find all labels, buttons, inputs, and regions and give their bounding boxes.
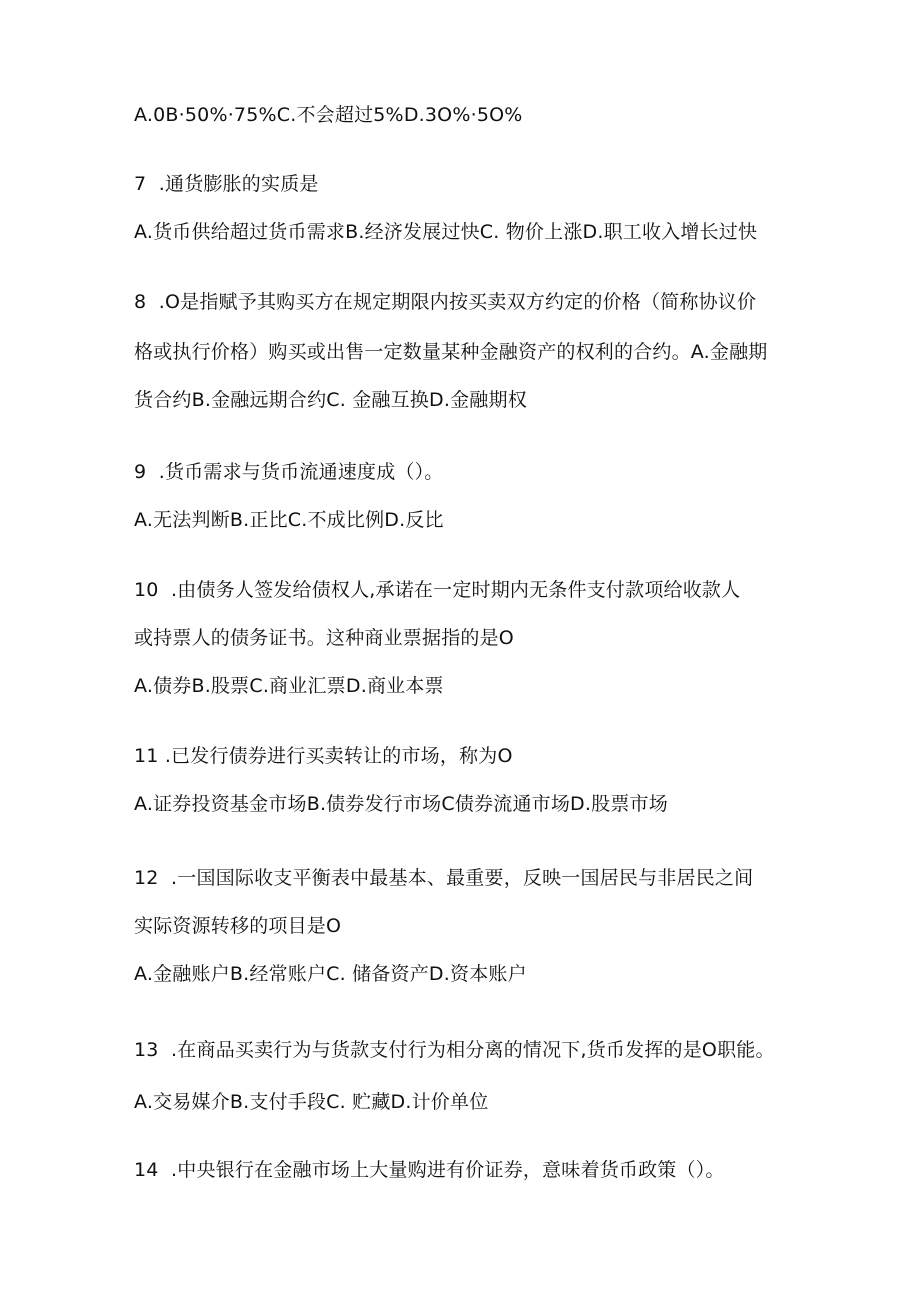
q9-options: A.无法判断B.正比C.不成比例D.反比 [134, 509, 444, 531]
q12-options: A.金融账户B.经常账户C. 储备资产D.资本账户 [134, 963, 527, 985]
q8-options: 货合约B.金融远期合约C. 金融互换D.金融期权 [134, 389, 527, 411]
q12-question-line2: 实际资源转移的项目是O [134, 915, 342, 937]
q7-question: 7 .通货膨胀的实质是 [134, 173, 319, 195]
q13-question: 13 .在商品买卖行为与货款支付行为相分离的情况下,货币发挥的是O职能。 [134, 1039, 775, 1061]
q10-options: A.债券B.股票C.商业汇票D.商业本票 [134, 675, 444, 697]
q8-question-line1: 8 .O是指赋予其购买方在规定期限内按买卖双方约定的价格（简称协议价 [134, 291, 757, 313]
q12-question-line1: 12 .一国国际收支平衡表中最基本、最重要，反映一国居民与非居民之间 [134, 867, 754, 889]
q7-options: A.货币供给超过货币需求B.经济发展过快C. 物价上涨D.职工收入增长过快 [134, 221, 758, 243]
q6-options: A.0B·50%·75%C.不会超过5%D.3O%·5O% [134, 104, 523, 126]
q8-question-line2: 格或执行价格）购买或出售一定数量某种金融资产的权利的合约。A.金融期 [134, 341, 768, 363]
q13-options: A.交易媒介B.支付手段C. 贮藏D.计价单位 [134, 1091, 489, 1113]
q11-question: 11 .已发行债券进行买卖转让的市场，称为O [134, 745, 513, 767]
q10-question-line1: 10 .由债务人签发给债权人,承诺在一定时期内无条件支付款项给收款人 [134, 579, 741, 601]
q10-question-line2: 或持票人的债务证书。这种商业票据指的是O [134, 627, 514, 649]
q14-question: 14 .中央银行在金融市场上大量购进有价证券，意味着货币政策（）。 [134, 1159, 725, 1181]
q11-options: A.证券投资基金市场B.债券发行市场C债券流通市场D.股票市场 [134, 793, 668, 815]
q9-question: 9 .货币需求与货币流通速度成（）。 [134, 461, 444, 483]
